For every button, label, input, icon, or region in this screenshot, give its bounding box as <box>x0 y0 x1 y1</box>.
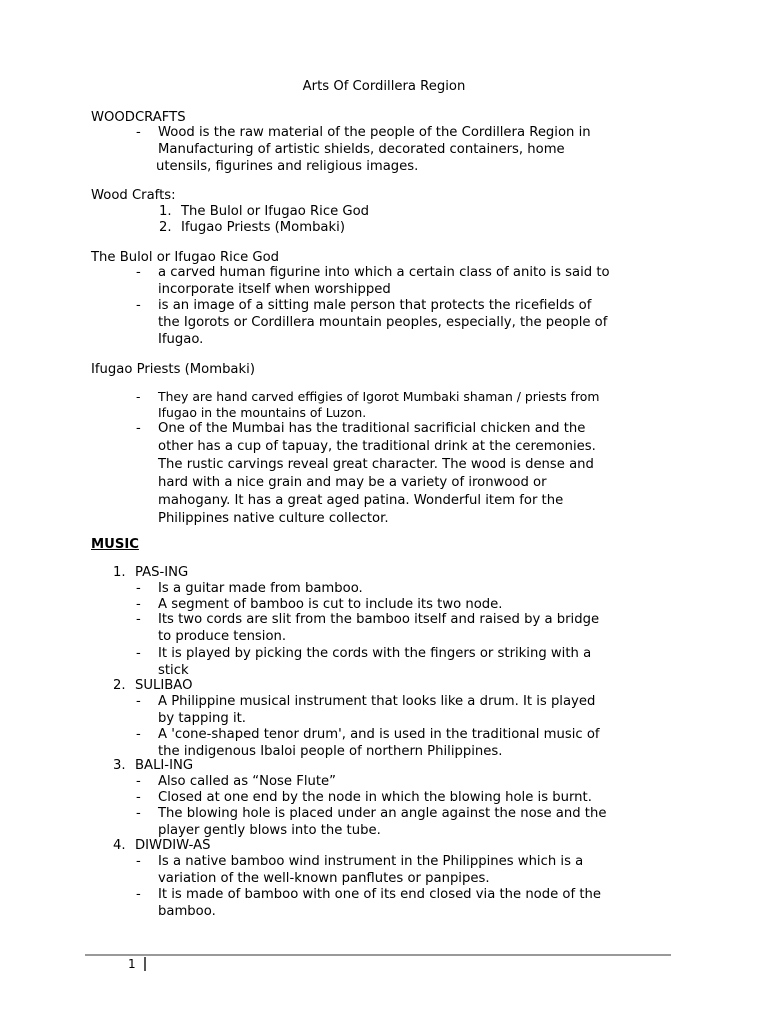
music-bullet <box>136 805 696 839</box>
bullet-line: utensils, figurines and religious images. <box>156 159 419 174</box>
bullet-dash: - <box>136 806 141 821</box>
music-bullet <box>136 580 696 597</box>
bullet-line: The rustic carvings reveal great character. The wood is dense and <box>158 457 594 472</box>
bullet-line: The blowing hole is placed under an angle against the nose and the <box>158 806 607 821</box>
list-number: 2. <box>113 678 126 693</box>
bullet-dash: - <box>136 421 141 436</box>
bullet-line: mahogany. It has a great aged patina. Wonderful item for the <box>158 493 564 508</box>
bullet-line: incorporate itself when worshipped <box>158 282 391 297</box>
music-item <box>113 677 192 694</box>
bullet-line: player gently blows into the tube. <box>158 823 381 838</box>
bulol-bullet <box>136 297 696 348</box>
bullet-dash: - <box>136 727 141 742</box>
wood-crafts-heading: Wood Crafts: <box>91 188 176 203</box>
bullet-line: the Igorots or Cordillera mountain peoples, especially, the people of <box>158 315 608 330</box>
bullet-dash: - <box>136 774 141 789</box>
list-item <box>159 203 369 220</box>
bullet-line: the indigenous Ibaloi people of northern Philippines. <box>158 744 503 759</box>
bullet-line: Wood is the raw material of the people of the Cordillera Region in <box>158 125 591 140</box>
list-text: Ifugao Priests (Mombaki) <box>181 220 345 235</box>
footer-divider <box>85 954 671 956</box>
bullet-line: They are hand carved effigies of Igorot Mumbaki shaman / priests from <box>158 389 600 404</box>
instrument-name: PAS-ING <box>135 565 189 580</box>
music-bullet <box>136 886 696 920</box>
bullet-line: A segment of bamboo is cut to include its two node. <box>158 597 503 612</box>
bullet-line: Is a native bamboo wind instrument in the Philippines which is a <box>158 854 584 869</box>
bullet-dash: - <box>136 581 141 596</box>
bullet-dash: - <box>136 854 141 869</box>
bullet-line: bamboo. <box>158 904 216 919</box>
bullet-dash: - <box>136 887 141 902</box>
list-number: 1. <box>113 565 126 580</box>
instrument-name: SULIBAO <box>135 678 193 693</box>
music-bullet <box>136 789 696 806</box>
music-bullet <box>136 773 696 790</box>
list-text: The Bulol or Ifugao Rice God <box>181 204 370 219</box>
music-bullet <box>136 611 696 645</box>
music-bullet <box>136 693 696 727</box>
list-item <box>159 219 345 236</box>
woodcrafts-heading: WOODCRAFTS <box>91 110 186 125</box>
bullet-dash: - <box>136 125 141 140</box>
list-number: 4. <box>113 838 126 853</box>
bullet-line: to produce tension. <box>158 629 287 644</box>
bullet-line: is an image of a sitting male person that protects the ricefields of <box>158 298 592 313</box>
bullet-line: Ifugao. <box>158 332 204 347</box>
bullet-line: It is made of bamboo with one of its end closed via the node of the <box>158 887 601 902</box>
music-heading: MUSIC <box>91 537 139 552</box>
page-number-separator <box>144 957 146 971</box>
music-bullet <box>136 726 696 760</box>
instrument-name: BALI-ING <box>135 758 194 773</box>
woodcrafts-bullet <box>136 124 696 175</box>
bulol-heading: The Bulol or Ifugao Rice God <box>91 250 280 265</box>
bullet-line: One of the Mumbai has the traditional sacrificial chicken and the <box>158 421 586 436</box>
bullet-dash: - <box>136 790 141 805</box>
priests-heading: Ifugao Priests (Mombaki) <box>91 362 255 377</box>
bullet-line: A Philippine musical instrument that looks like a drum. It is played <box>158 694 596 709</box>
bullet-dash: - <box>136 298 141 313</box>
bullet-line: Closed at one end by the node in which the blowing hole is burnt. <box>158 790 592 805</box>
bullet-line: stick <box>158 663 189 678</box>
bullet-line: Its two cords are slit from the bamboo itself and raised by a bridge <box>158 612 600 627</box>
page-number: 1 <box>128 957 136 971</box>
music-item <box>113 837 211 854</box>
bullet-dash: - <box>136 389 141 404</box>
bullet-line: Also called as “Nose Flute” <box>158 774 336 789</box>
music-bullet <box>136 645 696 679</box>
bullet-line: hard with a nice grain and may be a variety of ironwood or <box>158 475 547 490</box>
bullet-dash: - <box>136 646 141 661</box>
bullet-dash: - <box>136 597 141 612</box>
bullet-line: Manufacturing of artistic shields, decorated containers, home <box>158 142 565 157</box>
bullet-line: variation of the well-known panflutes or panpipes. <box>158 871 490 886</box>
bullet-line: a carved human figurine into which a certain class of anito is said to <box>158 265 610 280</box>
page-title: Arts Of Cordillera Region <box>302 79 466 94</box>
bullet-line: Is a guitar made from bamboo. <box>158 581 363 596</box>
bullet-dash: - <box>136 265 141 280</box>
bullet-line: Philippines native culture collector. <box>158 511 389 526</box>
priests-bullet <box>136 389 696 421</box>
list-number: 2. <box>159 220 172 235</box>
music-item <box>113 564 188 581</box>
bullet-line: It is played by picking the cords with the fingers or striking with a <box>158 646 592 661</box>
priests-bullet <box>136 420 696 528</box>
bullet-line: A 'cone-shaped tenor drum', and is used in the traditional music of <box>158 727 600 742</box>
list-number: 1. <box>159 204 172 219</box>
bullet-dash: - <box>136 694 141 709</box>
list-number: 3. <box>113 758 126 773</box>
bullet-line: Ifugao in the mountains of Luzon. <box>158 405 367 420</box>
bullet-dash: - <box>136 612 141 627</box>
music-item <box>113 757 193 774</box>
bullet-line: by tapping it. <box>158 711 246 726</box>
bulol-bullet <box>136 264 696 298</box>
bullet-line: other has a cup of tapuay, the traditional drink at the ceremonies. <box>158 439 596 454</box>
instrument-name: DIWDIW-AS <box>135 838 211 853</box>
music-bullet <box>136 853 696 887</box>
